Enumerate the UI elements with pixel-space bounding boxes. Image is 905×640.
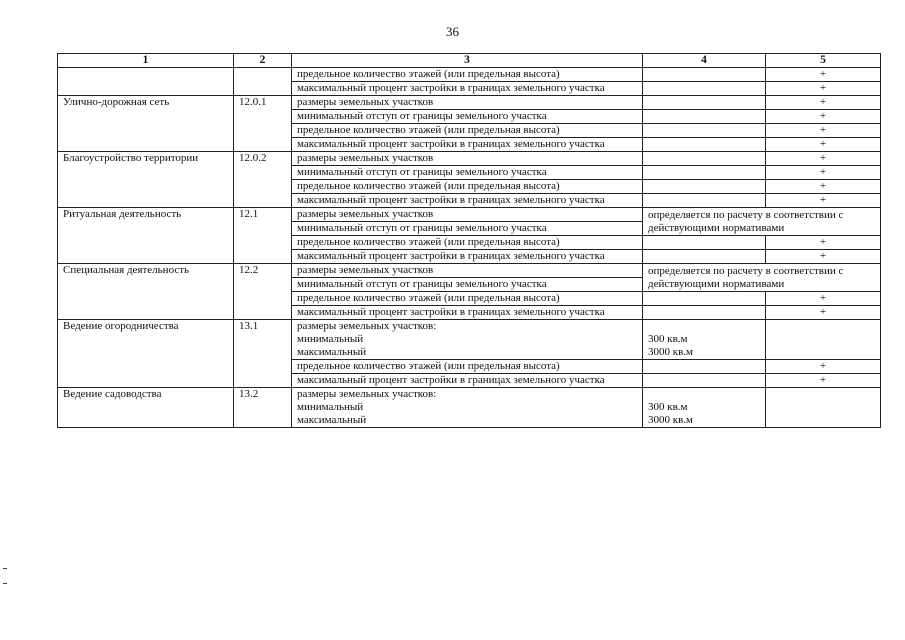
- value-cell: [643, 236, 766, 250]
- parameter-cell: минимальный отступ от границы земельного участка: [292, 110, 643, 124]
- mark-cell: +: [766, 96, 881, 110]
- parameter-cell: максимальный процент застройки в границах земельного участка: [292, 250, 643, 264]
- value-cell: [643, 152, 766, 166]
- table-row: [58, 96, 881, 110]
- use-type-cell: Ритуальная деятельность: [58, 208, 234, 264]
- code-cell: [234, 68, 292, 96]
- mark-cell: +: [766, 166, 881, 180]
- use-type-cell: [58, 68, 234, 96]
- mark-cell: +: [766, 250, 881, 264]
- parameter-cell: максимальный процент застройки в границах земельного участка: [292, 374, 643, 388]
- value-cell: [643, 360, 766, 374]
- mark-cell: +: [766, 374, 881, 388]
- table-row: [58, 152, 881, 166]
- value-cell: 300 кв.м 3000 кв.м: [643, 320, 766, 360]
- code-cell: 12.1: [234, 208, 292, 264]
- parameter-cell: размеры земельных участков: минимальный максимальный: [292, 388, 643, 428]
- parameter-cell: предельное количество этажей (или предельная высота): [292, 180, 643, 194]
- code-cell: 13.1: [234, 320, 292, 388]
- value-cell: [643, 374, 766, 388]
- value-cell: [643, 166, 766, 180]
- header-col-4: 4: [643, 54, 766, 68]
- use-type-cell: Ведение садоводства: [58, 388, 234, 428]
- parameters-table: [57, 53, 881, 428]
- parameter-cell: размеры земельных участков: [292, 208, 643, 222]
- mark-cell: +: [766, 68, 881, 82]
- mark-cell: +: [766, 138, 881, 152]
- value-cell: [643, 110, 766, 124]
- mark-cell: [766, 320, 881, 360]
- header-col-2: 2: [234, 54, 292, 68]
- parameter-cell: размеры земельных участков: [292, 152, 643, 166]
- value-cell: [643, 292, 766, 306]
- parameter-cell: размеры земельных участков: [292, 96, 643, 110]
- mark-cell: [766, 388, 881, 428]
- table-row: [58, 388, 881, 428]
- value-cell: [643, 96, 766, 110]
- use-type-cell: Улично-дорожная сеть: [58, 96, 234, 152]
- parameter-cell: минимальный отступ от границы земельного участка: [292, 278, 643, 292]
- margin-mark: [3, 568, 7, 569]
- value-cell: [643, 68, 766, 82]
- merged-value-cell: определяется по расчету в соответствии с действующими нормативами: [643, 264, 881, 292]
- mark-cell: +: [766, 236, 881, 250]
- code-cell: 12.2: [234, 264, 292, 320]
- mark-cell: +: [766, 360, 881, 374]
- parameter-cell: предельное количество этажей (или предельная высота): [292, 68, 643, 82]
- value-cell: [643, 250, 766, 264]
- value-cell: [643, 124, 766, 138]
- value-cell: [643, 180, 766, 194]
- parameter-cell: максимальный процент застройки в границах земельного участка: [292, 138, 643, 152]
- mark-cell: +: [766, 194, 881, 208]
- parameter-cell: размеры земельных участков: минимальный максимальный: [292, 320, 643, 360]
- parameter-cell: предельное количество этажей (или предельная высота): [292, 124, 643, 138]
- value-cell: [643, 306, 766, 320]
- mark-cell: +: [766, 82, 881, 96]
- table-row: [58, 208, 881, 222]
- parameter-cell: минимальный отступ от границы земельного участка: [292, 222, 643, 236]
- parameter-cell: предельное количество этажей (или предельная высота): [292, 360, 643, 374]
- table-body: [58, 68, 881, 428]
- parameter-cell: максимальный процент застройки в границах земельного участка: [292, 194, 643, 208]
- use-type-cell: Специальная деятельность: [58, 264, 234, 320]
- mark-cell: +: [766, 180, 881, 194]
- mark-cell: +: [766, 110, 881, 124]
- value-cell: 300 кв.м 3000 кв.м: [643, 388, 766, 428]
- header-row: [58, 54, 881, 68]
- mark-cell: +: [766, 292, 881, 306]
- use-type-cell: Ведение огородничества: [58, 320, 234, 388]
- value-cell: [643, 138, 766, 152]
- parameter-cell: размеры земельных участков: [292, 264, 643, 278]
- value-cell: [643, 194, 766, 208]
- mark-cell: +: [766, 124, 881, 138]
- margin-mark: [3, 583, 7, 584]
- table-row: [58, 320, 881, 360]
- header-col-3: 3: [292, 54, 643, 68]
- code-cell: 12.0.2: [234, 152, 292, 208]
- mark-cell: +: [766, 306, 881, 320]
- mark-cell: +: [766, 152, 881, 166]
- code-cell: 13.2: [234, 388, 292, 428]
- value-cell: [643, 82, 766, 96]
- parameter-cell: минимальный отступ от границы земельного участка: [292, 166, 643, 180]
- page-number: 36: [446, 24, 459, 39]
- table-row: [58, 68, 881, 82]
- use-type-cell: Благоустройство территории: [58, 152, 234, 208]
- table-row: [58, 264, 881, 278]
- header-col-1: 1: [58, 54, 234, 68]
- parameter-cell: максимальный процент застройки в границах земельного участка: [292, 82, 643, 96]
- parameter-cell: максимальный процент застройки в границах земельного участка: [292, 306, 643, 320]
- parameter-cell: предельное количество этажей (или предельная высота): [292, 292, 643, 306]
- merged-value-cell: определяется по расчету в соответствии с действующими нормативами: [643, 208, 881, 236]
- code-cell: 12.0.1: [234, 96, 292, 152]
- parameter-cell: предельное количество этажей (или предельная высота): [292, 236, 643, 250]
- header-col-5: 5: [766, 54, 881, 68]
